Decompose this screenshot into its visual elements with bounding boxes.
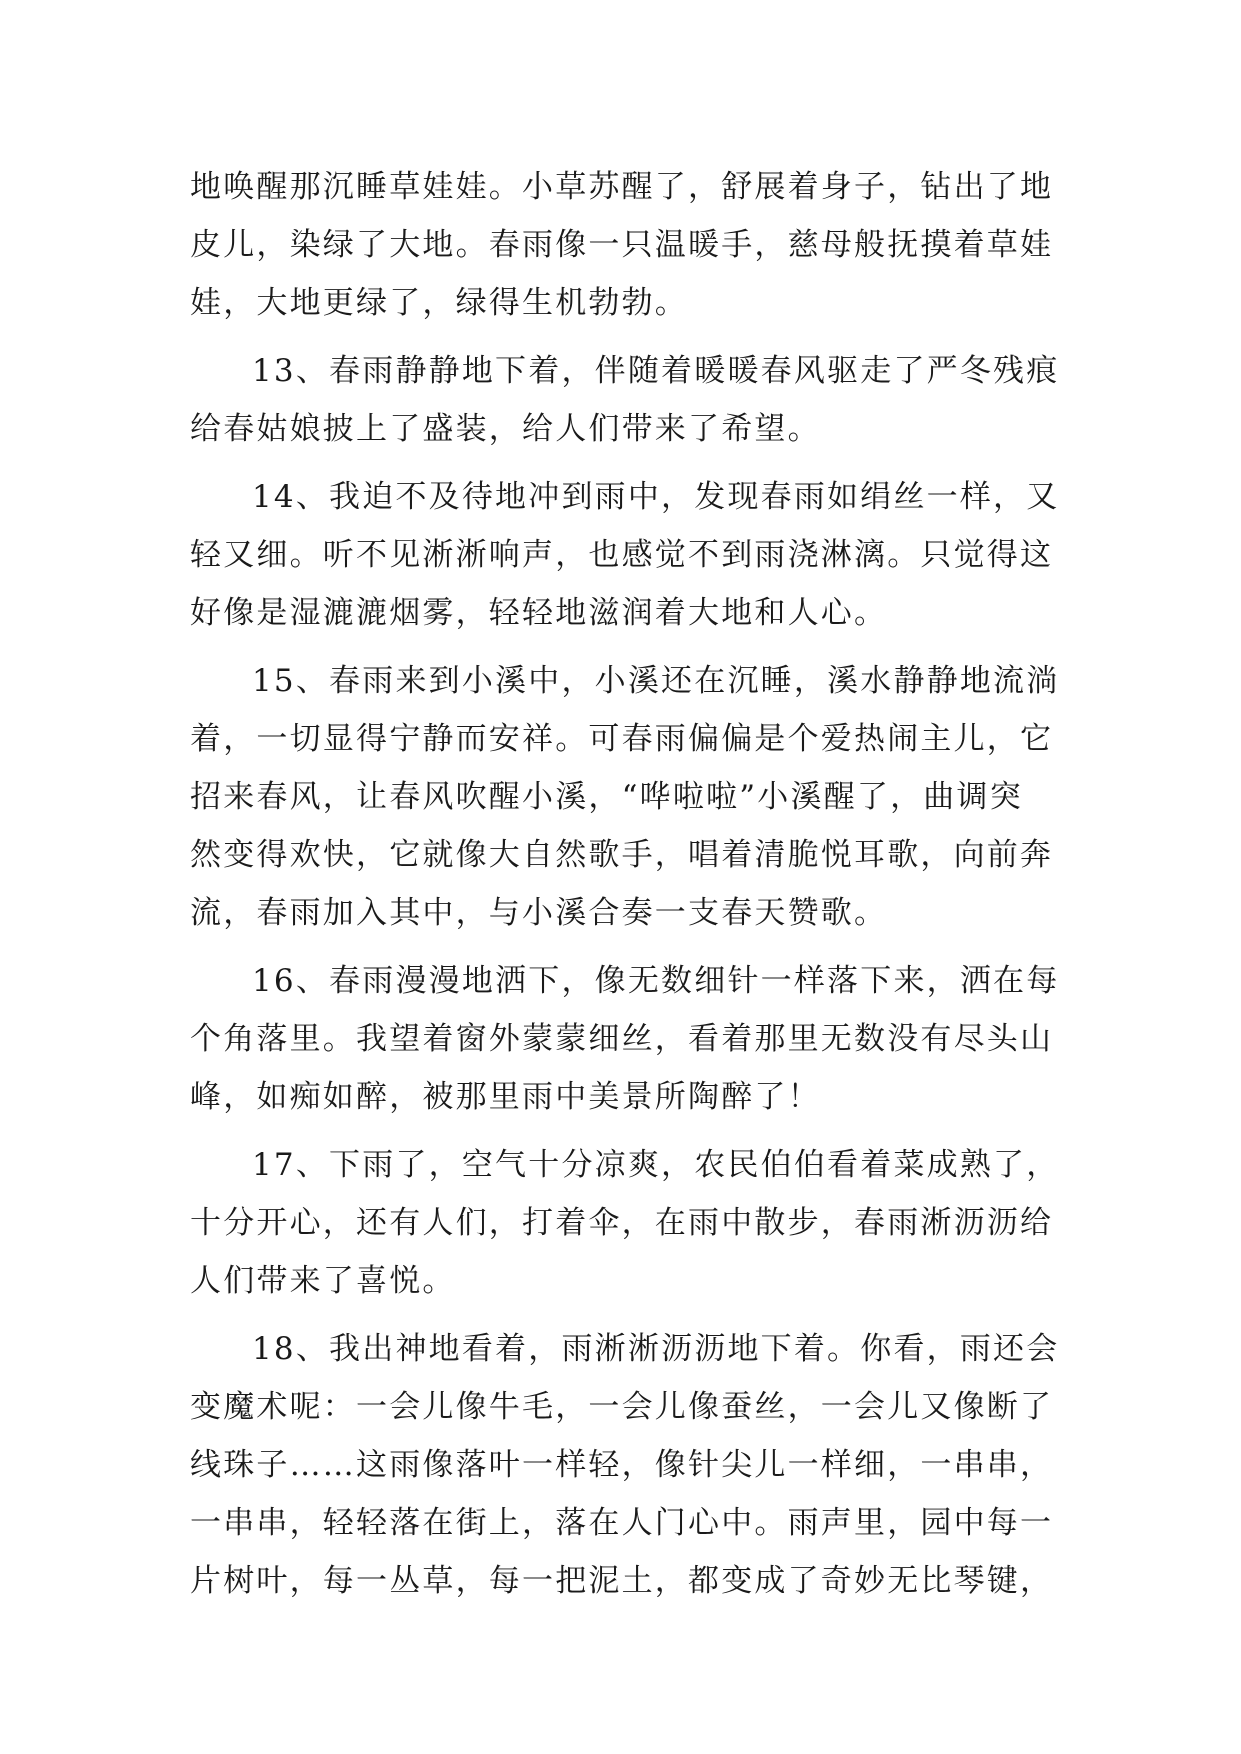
- text-line: 个角落里。我望着窗外蒙蒙细丝，看着那里无数没有尽头山: [190, 1021, 1054, 1057]
- paragraph-continuation: [190, 158, 1060, 332]
- paragraph-15: [190, 652, 1060, 942]
- text-line: 18、我出神地看着，雨淅淅沥沥地下着。你看，雨还会: [252, 1331, 1060, 1367]
- paragraph-16: [190, 952, 1060, 1126]
- text-line: 十分开心，还有人们，打着伞，在雨中散步，春雨淅沥沥给: [190, 1205, 1054, 1241]
- text-line: 变魔术呢：一会儿像牛毛，一会儿像蚕丝，一会儿又像断了: [190, 1389, 1054, 1425]
- text-line: 14、我迫不及待地冲到雨中，发现春雨如绢丝一样，又: [252, 479, 1060, 515]
- text-line: 轻又细。听不见淅淅响声，也感觉不到雨浇淋漓。只觉得这: [190, 537, 1054, 573]
- text-line: 招来春风，让春风吹醒小溪，“哗啦啦”小溪醒了，曲调突: [190, 779, 1023, 815]
- text-line: 流，春雨加入其中，与小溪合奏一支春天赞歌。: [190, 895, 888, 931]
- document-page: [190, 158, 1060, 1610]
- paragraph-13: [190, 342, 1060, 458]
- text-line: 然变得欢快，它就像大自然歌手，唱着清脆悦耳歌，向前奔: [190, 837, 1054, 873]
- text-line: 17、下雨了，空气十分凉爽，农民伯伯看着菜成熟了，: [252, 1147, 1060, 1183]
- text-line: 峰，如痴如醉，被那里雨中美景所陶醉了！: [190, 1079, 821, 1115]
- text-line: 15、春雨来到小溪中，小溪还在沉睡，溪水静静地流淌: [252, 663, 1060, 699]
- paragraph-14: [190, 468, 1060, 642]
- text-line: 人们带来了喜悦。: [190, 1263, 456, 1299]
- text-line: 好像是湿漉漉烟雾，轻轻地滋润着大地和人心。: [190, 595, 888, 631]
- text-line: 16、春雨漫漫地洒下，像无数细针一样落下来，洒在每: [252, 963, 1060, 999]
- text-line: 线珠子……这雨像落叶一样轻，像针尖儿一样细，一串串，: [190, 1447, 1054, 1483]
- text-line: 给春姑娘披上了盛装，给人们带来了希望。: [190, 411, 821, 447]
- text-line: 着，一切显得宁静而安祥。可春雨偏偏是个爱热闹主儿，它: [190, 721, 1054, 757]
- text-line: 一串串，轻轻落在街上，落在人门心中。雨声里，园中每一: [190, 1505, 1054, 1541]
- text-line: 片树叶，每一丛草，每一把泥土，都变成了奇妙无比琴键，: [190, 1563, 1054, 1599]
- text-line: 皮儿，染绿了大地。春雨像一只温暖手，慈母般抚摸着草娃: [190, 227, 1054, 263]
- text-line: 13、春雨静静地下着，伴随着暖暖春风驱走了严冬残痕: [252, 353, 1060, 389]
- text-line: 地唤醒那沉睡草娃娃。小草苏醒了，舒展着身子，钻出了地: [190, 169, 1054, 205]
- paragraph-17: [190, 1136, 1060, 1310]
- paragraph-18: [190, 1320, 1060, 1610]
- text-line: 娃，大地更绿了，绿得生机勃勃。: [190, 285, 688, 321]
